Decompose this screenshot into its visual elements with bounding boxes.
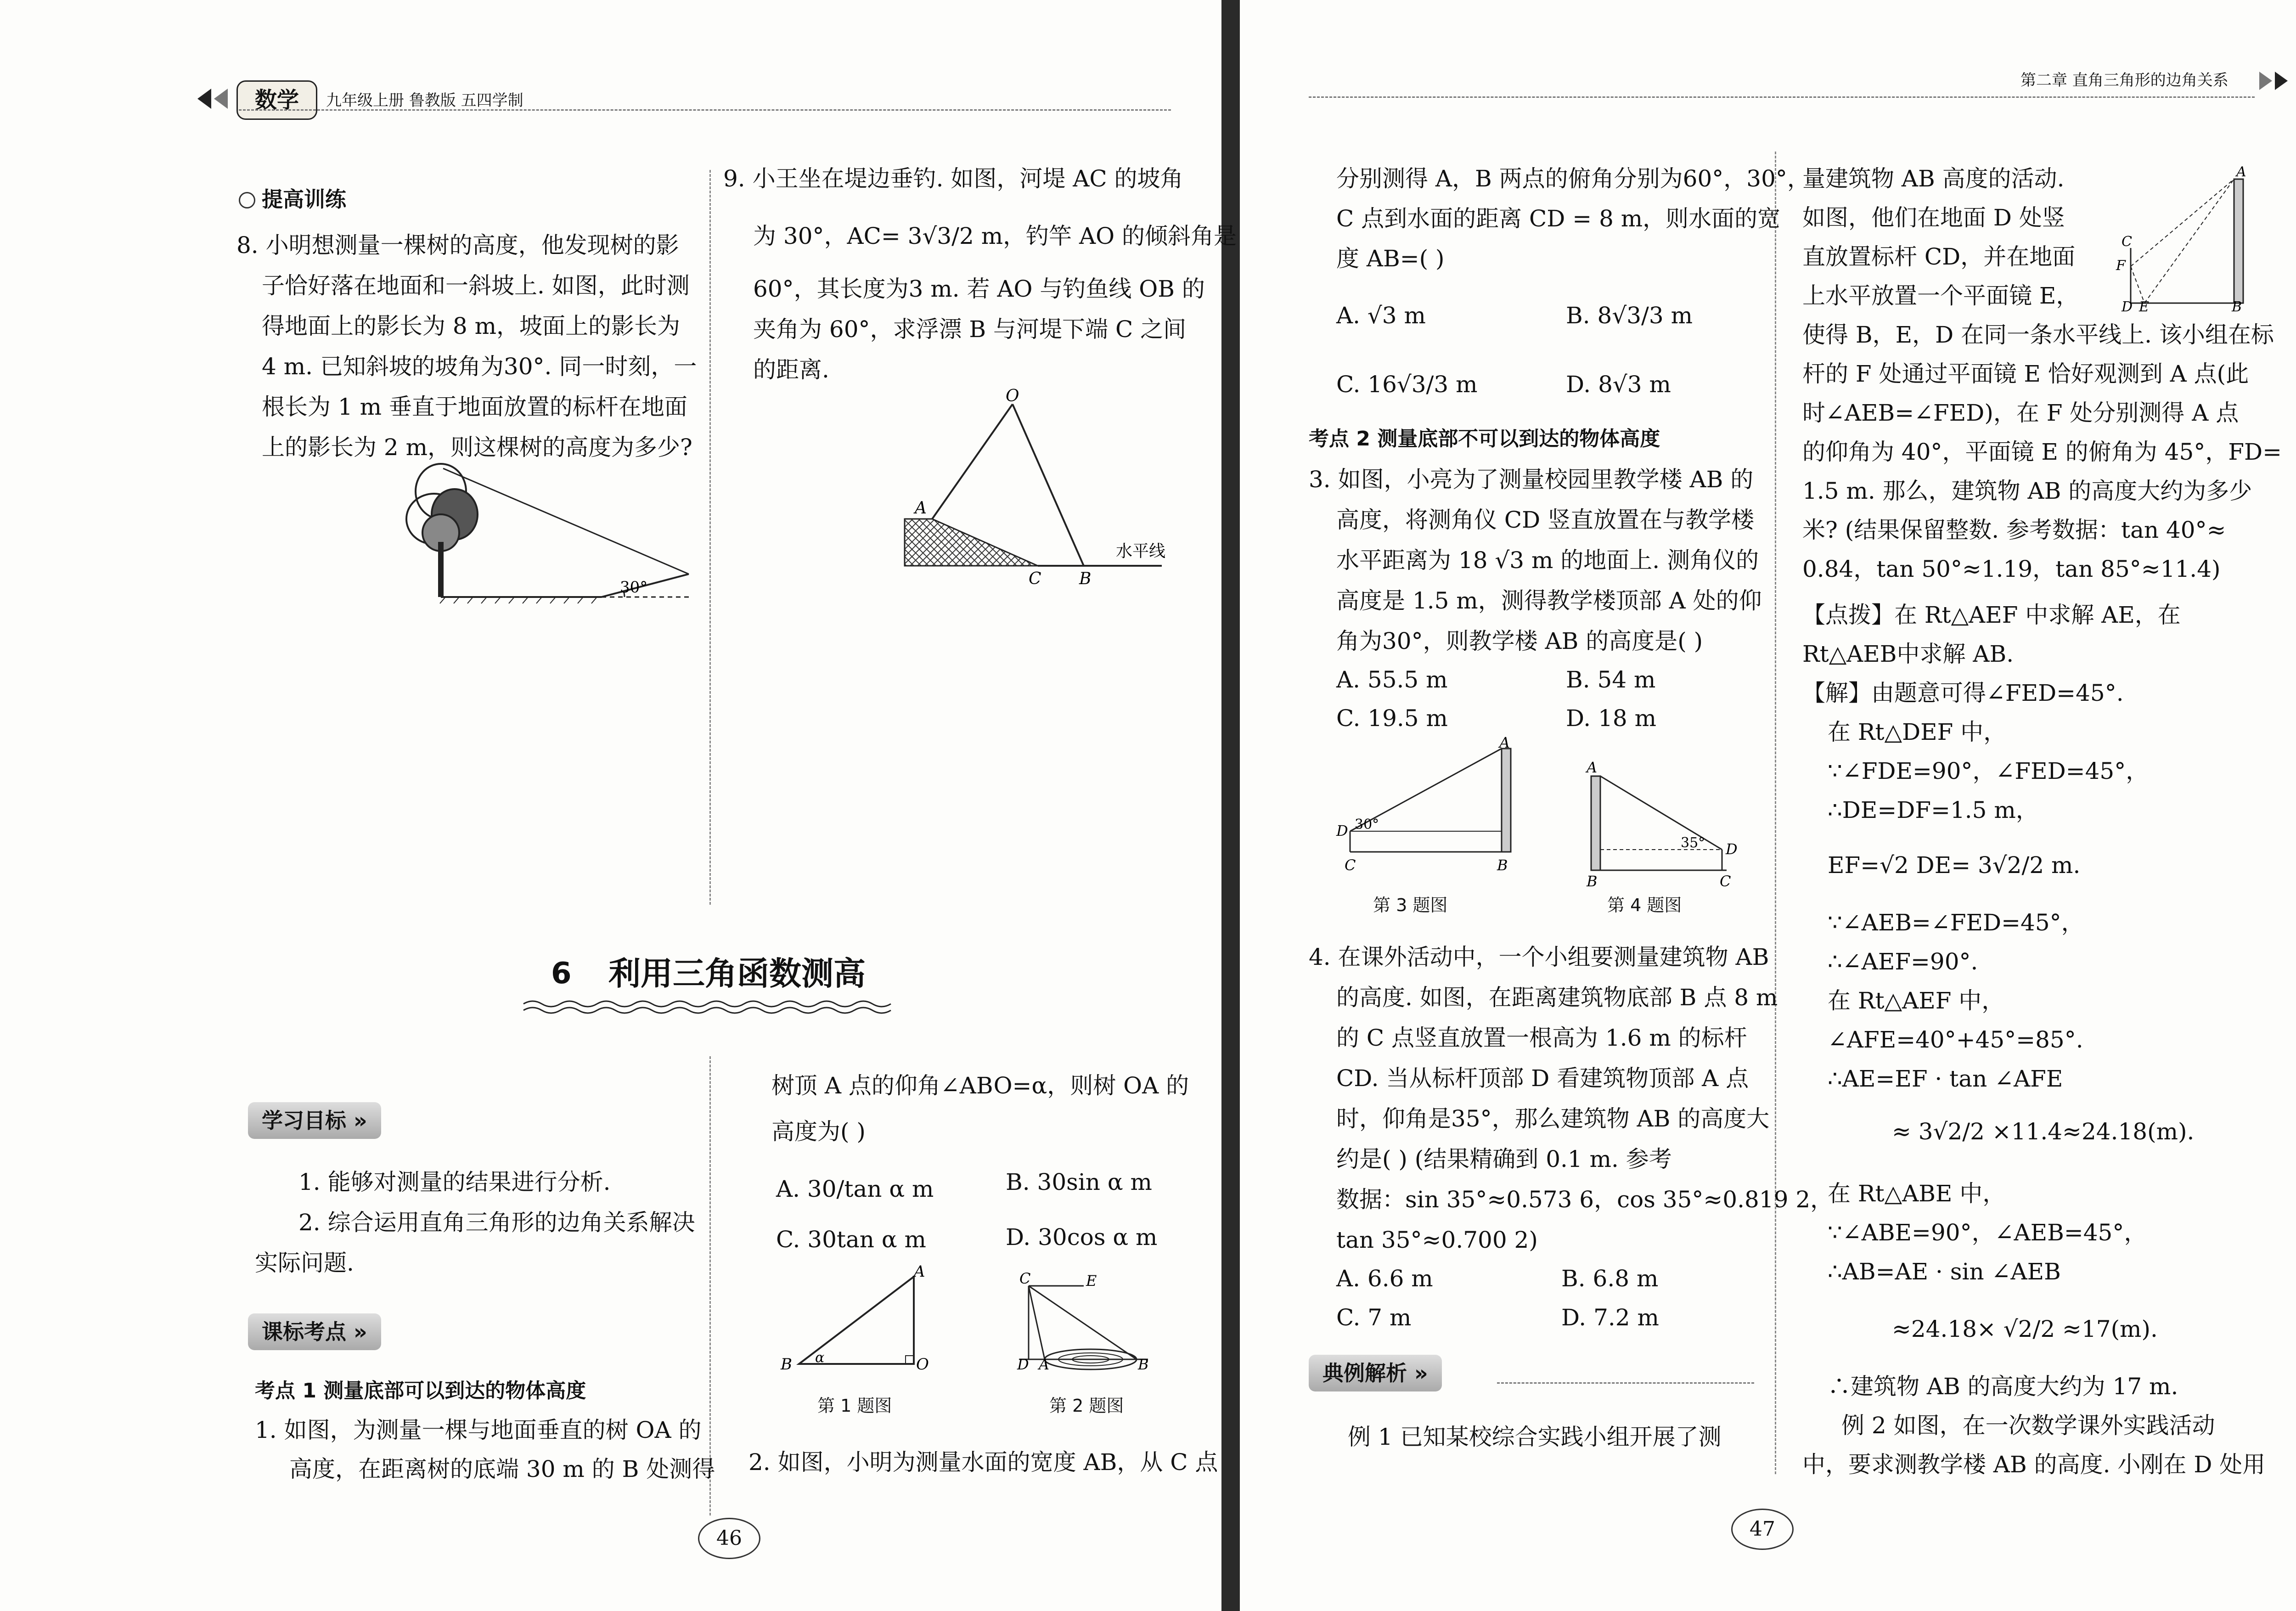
right-page [1240,0,2296,1611]
page-number-right: 47 [1731,1509,1794,1550]
train-icon [239,192,255,208]
q9-line: 9. 小王坐在堤边垂钓. 如图，河堤 AC 的坡角 [723,165,1183,192]
hint-line: 【点拨】在 Rt△AEF 中求解 AE，在 [1802,602,2181,628]
q2-cont-line: 分别测得 A，B 两点的俯角分别为60°，30°， [1336,165,1810,192]
exfig-label-F: F [2116,258,2126,274]
label-A: A [915,499,927,518]
fig2-label-D: D [1017,1356,1029,1373]
example1-start: 例 1 已知某校综合实践小组开展了测 [1348,1424,1722,1450]
q8-line: 8. 小明想测量一棵树的高度，他发现树的影 [236,232,679,259]
chapter-header: 第二章 直角三角形的边角关系 [2020,71,2228,90]
q3-line: 水平距离为 18 √3 m 的地面上. 测角仪的 [1336,547,1759,574]
title-wave-underline [523,997,900,1016]
tree-icon [406,464,478,597]
q3-line: 高度是 1.5 m，测得教学楼顶部 A 处的仰 [1336,587,1762,614]
exfig-label-E: E [2139,299,2149,315]
solution-line: ∴AB=AE · sin ∠AEB [1828,1258,2061,1285]
solution-line: ∴AE=EF · tan ∠AFE [1828,1065,2063,1092]
q1-option: C. 30tan α m [776,1226,926,1253]
col2-line: 杆的 F 处通过平面镜 E 恰好观测到 A 点(此 [1802,361,2249,387]
kaodian-banner: 课标考点 » [248,1313,381,1350]
q3-line: 角为30°，则教学楼 AB 的高度是( ) [1336,628,1703,654]
q1-line: 1. 如图，为测量一棵与地面垂直的树 OA 的 [255,1417,702,1443]
col2-line: 米? (结果保留整数. 参考数据：tan 40°≈ [1802,517,2226,543]
solution-line: ≈ 3√2/2 ×11.4≈24.18(m). [1892,1118,2195,1145]
col2-line: 使得 B，E，D 在同一条水平线上. 该小组在标 [1802,321,2274,348]
q4-line: 数据：sin 35°≈0.573 6，cos 35°≈0.819 2， [1336,1186,1834,1213]
label-O: O [1006,387,1019,406]
goal-line: 2. 综合运用直角三角形的边角关系解决 [298,1209,695,1236]
q2-option: A. √3 m [1336,302,1426,329]
fig1-caption: 第 1 题图 [817,1396,892,1416]
solution-line: 在 Rt△AEF 中， [1828,987,2005,1014]
arrow-right-icon [2259,72,2272,90]
q3-option: D. 18 m [1566,705,1657,732]
fig4-label-angle: 35° [1681,835,1705,851]
q4-option: B. 6.8 m [1561,1265,1659,1292]
embankment [905,519,1038,566]
fig3-label-angle: 30° [1355,817,1379,833]
kp2-title: 考点 2 测量底部不可以到达的物体高度 [1309,427,1660,451]
exfig-label-C: C [2122,234,2132,250]
q1-option: D. 30cos α m [1006,1224,1158,1250]
chapter-number: 6 [551,957,572,991]
fig3-label-B: B [1497,856,1508,874]
col2-line: 直放置标杆 CD，并在地面 [1802,243,2076,270]
header-rule [1309,96,2255,98]
q8-angle-label: 30° [620,578,648,597]
example-banner: 典例解析 » [1309,1355,1442,1391]
solution-line: ∴∠AEF=90°. [1828,948,1978,975]
solution-line: 在 Rt△ABE 中， [1828,1180,2006,1207]
q4-line: 约是( ) (结果精确到 0.1 m. 参考 [1336,1146,1672,1172]
example2-line: 中，要求测教学楼 AB 的高度. 小刚在 D 处用 [1802,1451,2266,1478]
col2-line: 的仰角为 40°，平面镜 E 的俯角为 45°，FD= [1802,439,2282,465]
q4-option: C. 7 m [1336,1304,1412,1331]
fig2-caption: 第 2 题图 [1049,1396,1124,1416]
q1-cont-line: 高度为( ) [771,1118,866,1145]
q8-line: 得地面上的影长为 8 m，坡面上的影长为 [262,313,681,339]
q2-line: 2. 如图，小明为测量水面的宽度 AB，从 C 点 [748,1449,1218,1476]
solution-line: ∴DE=DF=1.5 m， [1828,797,2039,823]
solution-line: ∵∠AEB=∠FED=45°， [1828,909,2084,936]
fig4-label-D: D [1726,840,1738,858]
label-water: 水平线 [1116,542,1166,561]
q4-line: 时，仰角是35°，那么建筑物 AB 的高度大 [1336,1105,1770,1132]
fig2-label-C: C [1019,1270,1031,1287]
fig4-caption: 第 4 题图 [1607,895,1682,915]
q9-line: 为 30°，AC= 3√3/2 m，钓竿 AO 的倾斜角是 [753,223,1237,249]
solution-line: 在 Rt△DEF 中， [1828,719,2007,745]
solution-line: ∠AFE=40°+45°=85°. [1828,1026,2083,1053]
q2-option: B. 8√3/3 m [1566,302,1693,329]
subject-badge: 数学 [236,80,317,120]
fig2-label-E: E [1086,1272,1097,1290]
q2-option: C. 16√3/3 m [1336,371,1478,398]
goal-line: 实际问题. [255,1250,354,1276]
goal-banner: 学习目标 » [248,1102,381,1139]
col2-line: 上水平放置一个平面镜 E， [1802,282,2079,309]
fig1-figure [776,1262,946,1374]
column-divider [1775,152,1776,1474]
solution-line: ∵∠FDE=90°，∠FED=45°， [1828,758,2149,784]
col2-line: 如图，他们在地面 D 处竖 [1802,204,2065,231]
arrow-right-icon [2275,72,2288,90]
fishing-rod-AO [932,404,1013,519]
fig2-figure [1010,1267,1157,1373]
q3-option: C. 19.5 m [1336,705,1448,732]
sun-ray-line [443,468,689,574]
q4-option: D. 7.2 m [1561,1304,1659,1331]
q4-line: 的高度. 如图，在距离建筑物底部 B 点 8 m [1336,984,1778,1011]
q1-line: 高度，在距离树的底端 30 m 的 B 处测得 [289,1456,715,1482]
q3-line: 高度，将测角仪 CD 竖直放置在与教学楼 [1336,507,1755,533]
solution-line: 【解】由题意可得∠FED=45°. [1802,680,2124,706]
q9-line: 60°，其长度为3 m. 若 AO 与钓鱼线 OB 的 [753,276,1205,302]
col2-line: 时∠AEB=∠FED)，在 F 处分别测得 A 点 [1802,400,2239,426]
header-rule [239,109,1171,111]
page-number-left: 46 [698,1518,760,1559]
q9-line: 夹角为 60°，求浮漂 B 与河堤下端 C 之间 [753,316,1187,343]
example2-line: 例 2 如图，在一次数学课外实践活动 [1841,1412,2215,1439]
fig2-label-A: A [1039,1356,1050,1373]
q1-cont-line: 树顶 A 点的仰角∠ABO=α，则树 OA 的 [771,1072,1189,1099]
fig3-label-D: D [1336,822,1348,839]
arrow-left-icon [197,89,211,109]
col2-line: 1.5 m. 那么，建筑物 AB 的高度大约为多少 [1802,478,2252,504]
solution-line: ≈24.18× √2/2 ≈17(m). [1892,1316,2158,1342]
fig2-label-B: B [1138,1356,1149,1373]
hint-line: Rt△AEB中求解 AB. [1802,641,2014,667]
col2-line: 量建筑物 AB 高度的活动. [1802,165,2065,192]
q9-figure [905,387,1189,588]
solution-line: ∴建筑物 AB 的高度大约为 17 m. [1828,1373,2178,1400]
exfig-label-A: A [2236,164,2246,180]
q1-option: A. 30/tan α m [776,1176,934,1202]
header-info: 九年级上册 鲁教版 五四学制 [326,91,523,110]
q2-cont-line: C 点到水面的距离 CD = 8 m，则水面的宽 [1336,205,1781,232]
fig1-label-A: A [914,1262,925,1281]
q8-figure [400,459,693,611]
fishing-line-OB [1013,404,1084,566]
q8-line: 4 m. 已知斜坡的坡角为30°. 同一时刻，一 [262,353,697,380]
goal-line: 1. 能够对测量的结果进行分析. [298,1169,611,1195]
q3-option: B. 54 m [1566,666,1656,693]
fig1-label-B: B [781,1355,792,1374]
fig4-label-B: B [1587,873,1598,890]
q8-line: 根长为 1 m 垂直于地面放置的标杆在地面 [262,394,687,420]
q1-option: B. 30sin α m [1006,1169,1152,1195]
column-divider [709,1056,711,1515]
left-header [197,80,1208,122]
fig3-label-A: A [1499,734,1510,751]
q9-line: 的距离. [753,356,829,383]
label-B: B [1079,569,1092,588]
q3-option: A. 55.5 m [1336,666,1448,693]
fig1-label-O: O [916,1355,929,1374]
fig3-label-C: C [1345,856,1356,874]
exfig-label-B: B [2232,299,2242,315]
example-figure [2103,164,2259,315]
section-train: 提高训练 [262,187,346,212]
solution-line: ∵∠ABE=90°，∠AEB=45°， [1828,1219,2147,1246]
fig3-figure [1336,734,1529,877]
q3-line: 3. 如图，小亮为了测量校园里教学楼 AB 的 [1309,466,1754,493]
exfig-label-D: D [2122,299,2133,315]
fig1-label-alpha: α [815,1350,825,1366]
q4-line: 的 C 点竖直放置一根高为 1.6 m 的标杆 [1336,1025,1747,1051]
q4-line: tan 35°≈0.700 2) [1336,1227,1538,1253]
kp1-title: 考点 1 测量底部可以到达的物体高度 [255,1379,586,1403]
fig4-figure [1570,753,1754,890]
example-rule [1497,1382,1754,1384]
q4-line: 4. 在课外活动中，一个小组要测量建筑物 AB [1309,944,1769,970]
chapter-title: 利用三角函数测高 [608,955,866,992]
q8-line: 上的影长为 2 m，则这棵树的高度为多少? [262,434,692,461]
solution-line: EF=√2 DE= 3√2/2 m. [1828,852,2081,879]
col2-line: 0.84，tan 50°≈1.19，tan 85°≈11.4) [1802,556,2221,582]
q8-line: 子恰好落在地面和一斜坡上. 如图，此时测 [262,272,690,299]
fig4-label-C: C [1720,873,1731,890]
q2-cont-line: 度 AB=( ) [1336,245,1445,272]
arrow-left-icon [214,89,228,109]
q2-option: D. 8√3 m [1566,371,1671,398]
fig3-caption: 第 3 题图 [1373,895,1448,915]
label-C: C [1029,569,1041,588]
q4-option: A. 6.6 m [1336,1265,1433,1292]
fig4-label-A: A [1587,759,1598,776]
q4-line: CD. 当从标杆顶部 D 看建筑物顶部 A 点 [1336,1065,1749,1092]
column-divider [709,170,711,905]
